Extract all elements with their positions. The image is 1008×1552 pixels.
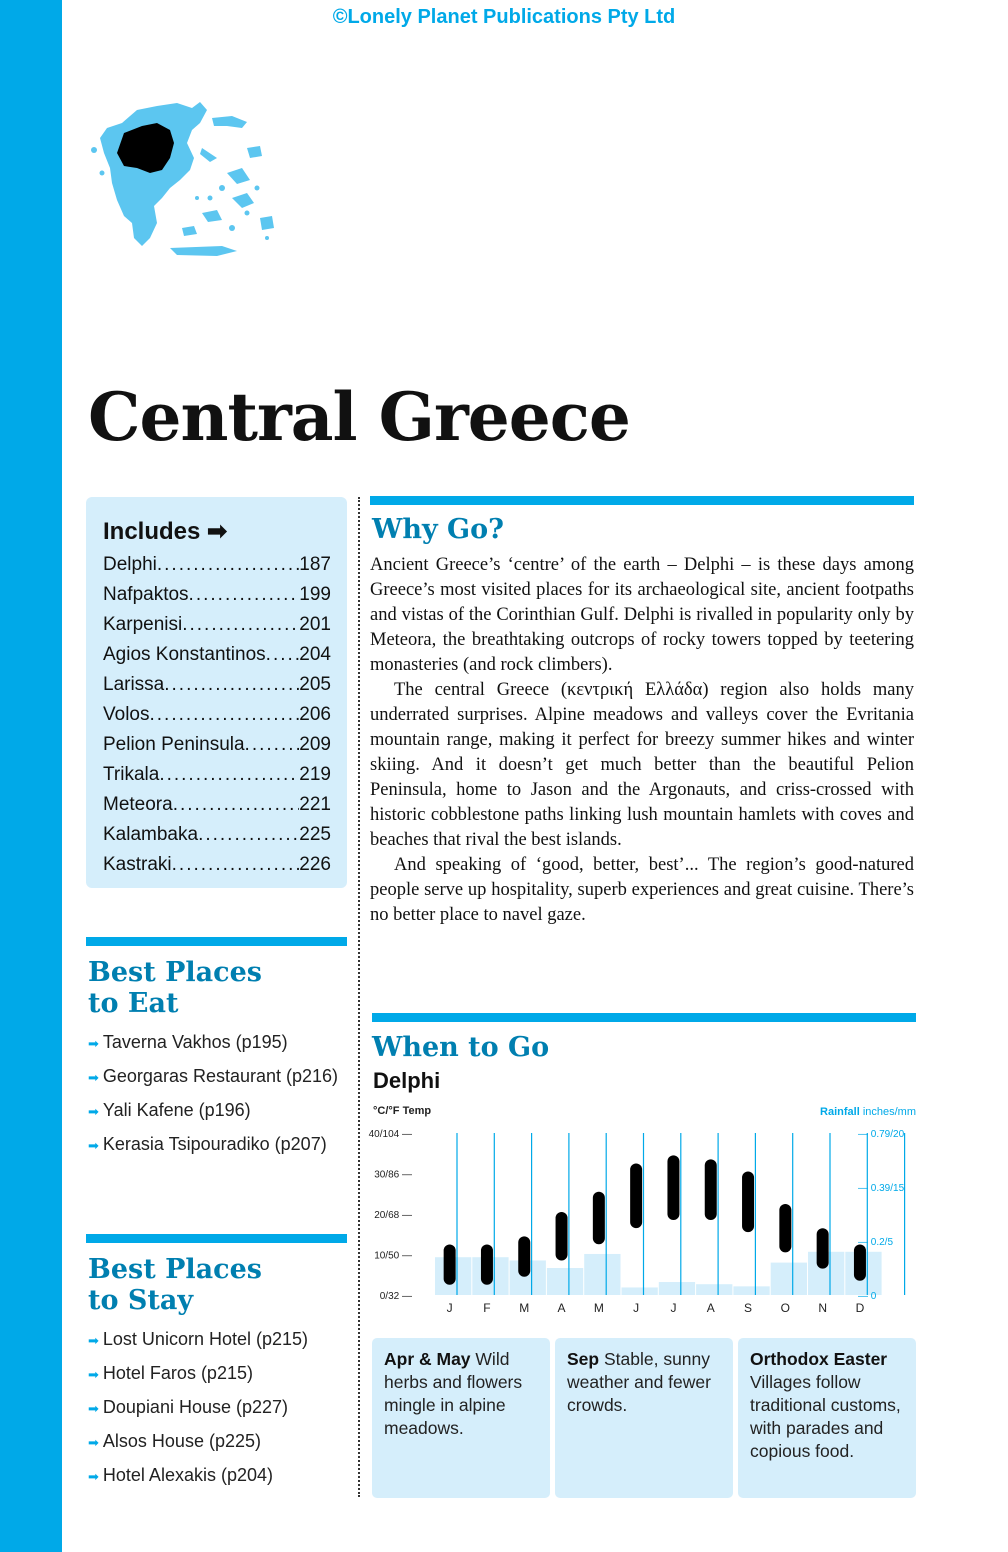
season-card (372, 1338, 550, 1498)
month-label: A (706, 1301, 715, 1315)
month-label: N (818, 1301, 827, 1315)
list-item[interactable] (88, 1132, 346, 1158)
rain-tick-label: — 0.79/20 (858, 1129, 905, 1140)
section-divider (86, 937, 347, 946)
includes-item[interactable] (103, 790, 331, 820)
list-item-label: Georgaras Restaurant (p216) (102, 1066, 339, 1086)
includes-item-page: 187 (299, 554, 331, 575)
includes-item-label: Meteora (103, 794, 173, 815)
includes-heading: Includes ➡ (103, 518, 228, 545)
includes-item[interactable] (103, 670, 331, 700)
why-go-text (370, 553, 914, 928)
list-item[interactable] (88, 1064, 346, 1090)
rain-axis-title (820, 1106, 916, 1118)
season-card-text: Wild herbs and flowers mingle in alpine meadows. (384, 1349, 523, 1438)
dot-leader (164, 670, 299, 700)
list-item[interactable] (88, 1429, 346, 1455)
rain-tick-label: — 0.2/5 (858, 1237, 894, 1248)
includes-item[interactable] (103, 580, 331, 610)
includes-item-label: Larissa (103, 674, 165, 695)
temp-tick-label: 10/50 — (374, 1250, 412, 1262)
why-go-heading: Why Go? (372, 514, 504, 545)
includes-item[interactable] (103, 820, 331, 850)
list-item-label: Lost Unicorn Hotel (p215) (102, 1329, 309, 1349)
includes-item-label: Volos (103, 704, 150, 725)
includes-panel (86, 497, 347, 888)
rain-bar (622, 1287, 658, 1295)
why-go-paragraph: And speaking of ‘good, better, best’... The region’s good-natured people serve up hospitality, superb experiences and great cuisine. There’s no better place to navel gaze. (370, 855, 914, 925)
month-label: M (593, 1301, 604, 1315)
arrow-icon: ➡ (88, 1367, 99, 1382)
month-label: J (633, 1301, 640, 1315)
includes-item-page: 225 (299, 824, 331, 845)
rain-axis-title-bold: Rainfall (820, 1106, 860, 1118)
chart-city: Delphi (373, 1068, 441, 1093)
list-item[interactable] (88, 1395, 346, 1421)
rain-bar (696, 1284, 732, 1295)
dot-leader (159, 760, 299, 790)
rain-bar (771, 1263, 807, 1295)
temp-axis-title: °C/°F Temp (373, 1105, 432, 1117)
includes-item-page: 201 (299, 614, 331, 635)
includes-item-label: Delphi (103, 554, 157, 575)
dot-leader (173, 790, 300, 820)
arrow-icon: ➡ (88, 1138, 99, 1153)
rain-bar (547, 1268, 583, 1295)
season-card (738, 1338, 916, 1498)
month-label: J (670, 1301, 677, 1315)
includes-item-page: 205 (299, 674, 331, 695)
best-eat-heading (88, 957, 262, 1019)
best-stay-heading-line2: to Stay (88, 1285, 194, 1316)
dot-leader (182, 610, 299, 640)
list-item-label: Alsos House (p225) (102, 1431, 261, 1451)
list-item[interactable] (88, 1030, 346, 1056)
season-card-text: Stable, sunny weather and fewer crowds. (567, 1349, 711, 1415)
list-item-label: Yali Kafene (p196) (102, 1100, 251, 1120)
climate-chart (360, 1120, 920, 1320)
includes-item-page: 199 (299, 584, 331, 605)
section-divider (372, 1013, 916, 1022)
arrow-icon: ➡ (88, 1435, 99, 1450)
includes-item[interactable] (103, 640, 331, 670)
arrow-icon: ➡ (88, 1104, 99, 1119)
arrow-icon: ➡ (88, 1070, 99, 1085)
season-card-title: Orthodox Easter (750, 1349, 888, 1369)
when-to-go-cards (372, 1338, 916, 1498)
season-card (555, 1338, 733, 1498)
greece-locator-map (82, 88, 282, 263)
rain-bar (659, 1282, 695, 1295)
includes-item-page: 221 (299, 794, 331, 815)
rain-tick-label: — 0 (858, 1291, 877, 1302)
dot-leader (157, 550, 299, 580)
includes-list (103, 550, 331, 880)
month-label: J (446, 1301, 453, 1315)
list-item[interactable] (88, 1098, 346, 1124)
includes-item-label: Karpenisi (103, 614, 183, 635)
temp-tick-label: 20/68 — (374, 1210, 412, 1221)
month-label: F (483, 1301, 491, 1315)
why-go-paragraph: The central Greece (κεντρική Ελλάδα) region also holds many underrated surprises. Alpine meadows and valleys cover the Evritania mountain range, making it perfect for breezy summer hikes and winter skiing. And it doesn’t get much better than the beautiful Pelion Peninsula, home to Jason and the Argonauts, and criss-crossed with historic cobblestone paths linking lush mountain hamlets with coves and beaches that rival the best islands. (370, 680, 914, 850)
month-label: A (557, 1301, 566, 1315)
includes-item-page: 204 (299, 644, 331, 665)
temp-tick-label: 30/86 — (374, 1169, 412, 1181)
rain-bar (733, 1286, 769, 1295)
temp-tick-label: 40/104 — (368, 1129, 412, 1140)
dot-leader (245, 730, 300, 760)
why-go-paragraph: Ancient Greece’s ‘centre’ of the earth – Delphi – is these days among Greece’s most visited places for its archaeological site, ancient footpaths and vistas of the Corinthian Gulf. Delphi is rivalled in popularity only by Meteora, the breathtaking outcrops of rocky towers topped by teetering monasteries (and rock climbers). (370, 555, 914, 675)
includes-item-label: Kastraki (103, 854, 172, 875)
best-eat-list (88, 1030, 346, 1166)
best-eat-heading-line2: to Eat (88, 988, 179, 1019)
dot-leader (198, 820, 299, 850)
includes-item-label: Nafpaktos (103, 584, 189, 605)
month-label: M (519, 1301, 530, 1315)
month-label: D (855, 1301, 865, 1315)
section-divider (370, 496, 914, 505)
rain-tick-label: — 0.39/15 (858, 1183, 905, 1194)
dot-leader (149, 700, 299, 730)
includes-item[interactable] (103, 760, 331, 790)
rain-axis-title-unit: inches/mm (862, 1106, 916, 1118)
includes-item[interactable] (103, 700, 331, 730)
best-stay-heading-line1: Best Places (88, 1254, 262, 1285)
includes-item-page: 226 (299, 854, 331, 875)
month-label: S (744, 1301, 753, 1315)
season-card-title: Sep (567, 1349, 600, 1369)
list-item-label: Taverna Vakhos (p195) (102, 1032, 288, 1052)
includes-item[interactable] (103, 850, 331, 880)
includes-item[interactable] (103, 730, 331, 760)
column-divider (358, 497, 360, 1497)
when-to-go-heading: When to Go (372, 1032, 550, 1063)
copyright-notice: ©Lonely Planet Publications Pty Ltd (332, 6, 676, 28)
arrow-icon: ➡ (88, 1401, 99, 1416)
arrow-icon: ➡ (88, 1333, 99, 1348)
season-card-title: Apr & May (384, 1349, 471, 1369)
includes-item-page: 206 (299, 704, 331, 725)
includes-item-label: Pelion Peninsula (103, 734, 245, 755)
includes-item[interactable] (103, 610, 331, 640)
best-stay-list (88, 1327, 346, 1497)
list-item-label: Kerasia Tsipouradiko (p207) (102, 1134, 327, 1154)
section-divider (86, 1234, 347, 1243)
dot-leader (189, 580, 300, 610)
includes-item-page: 219 (299, 764, 331, 785)
best-stay-heading (88, 1254, 262, 1316)
includes-item-page: 209 (299, 734, 331, 755)
list-item[interactable] (88, 1463, 346, 1489)
list-item[interactable] (88, 1327, 346, 1353)
best-eat-heading-line1: Best Places (88, 957, 262, 988)
list-item[interactable] (88, 1361, 346, 1387)
includes-item-label: Kalambaka (103, 824, 199, 845)
dot-leader (172, 850, 300, 880)
includes-item[interactable] (103, 550, 331, 580)
rain-bar (584, 1254, 620, 1295)
includes-item-label: Agios Konstantinos (103, 644, 266, 665)
page-title: Central Greece (88, 378, 630, 456)
arrow-icon: ➡ (88, 1036, 99, 1051)
sidebar-color-bar (0, 0, 62, 1552)
dot-leader (266, 640, 300, 670)
list-item-label: Hotel Alexakis (p204) (102, 1465, 273, 1485)
month-label: O (780, 1301, 791, 1315)
list-item-label: Doupiani House (p227) (102, 1397, 289, 1417)
list-item-label: Hotel Faros (p215) (102, 1363, 253, 1383)
season-card-text: Villages follow traditional customs, with parades and copious food. (750, 1372, 901, 1461)
arrow-icon: ➡ (88, 1469, 99, 1484)
temp-tick-label: 0/32 — (379, 1291, 412, 1302)
includes-item-label: Trikala (103, 764, 160, 785)
